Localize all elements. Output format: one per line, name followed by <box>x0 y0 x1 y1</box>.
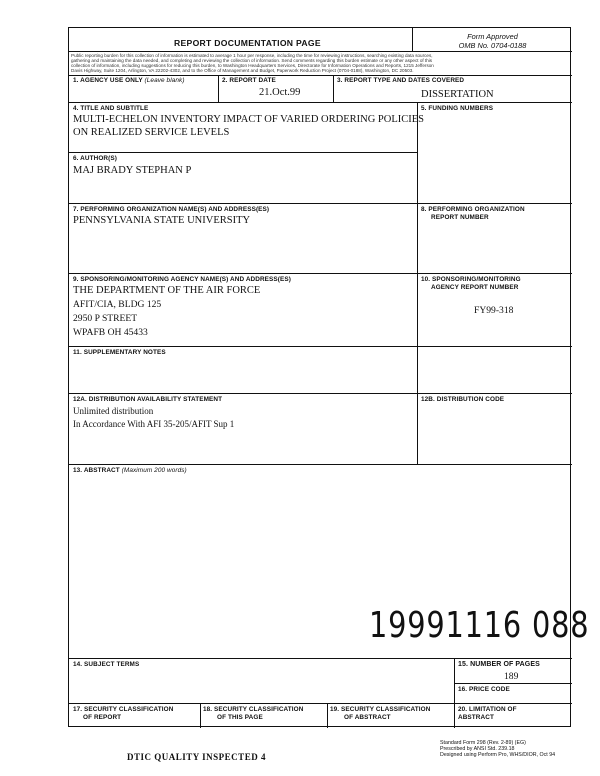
funding-numbers-label: 5. FUNDING NUMBERS <box>421 105 494 112</box>
distribution-line: In Accordance With AFI 35-205/AFIT Sup 1 <box>73 419 235 429</box>
report-documentation-form <box>68 27 590 727</box>
dtic-quality-stamp: DTIC QUALITY INSPECTED 4 <box>127 752 266 762</box>
limitation-label: 20. LIMITATION OF ABSTRACT <box>458 706 517 721</box>
number-of-pages-label: 15. NUMBER OF PAGES <box>458 661 540 668</box>
report-date-label: 2. REPORT DATE <box>222 77 276 84</box>
sponsoring-agency-line: AFIT/CIA, BLDG 125 <box>73 299 162 310</box>
standard-form-line: Standard Form 298 (Rev. 2-89) (EG) <box>440 740 526 746</box>
sponsoring-agency-line: WPAFB OH 45433 <box>73 327 148 338</box>
sponsoring-agency-line: 2950 P STREET <box>73 313 138 324</box>
sponsoring-agency-line: THE DEPARTMENT OF THE AIR FORCE <box>73 285 261 296</box>
prescribed-line: Prescribed by ANSI Std. 239.18 <box>440 745 515 752</box>
form-title: REPORT DOCUMENTATION PAGE <box>174 38 321 48</box>
form-approved <box>414 32 571 50</box>
standard-form-note <box>440 741 555 758</box>
title-subtitle-label: 4. TITLE AND SUBTITLE <box>73 105 149 112</box>
distribution-line: Unlimited distribution <box>73 406 154 416</box>
report-type-value: DISSERTATION <box>421 89 494 100</box>
distribution-statement-label: 12A. DISTRIBUTION AVAILABILITY STATEMENT <box>73 396 223 403</box>
price-code-label: 16. PRICE CODE <box>458 686 510 693</box>
burden-line: collection of information, including suggestions for reducing this burden, to Washington Headquarters Services, Directorate for Information Operations and Reports, 1215 Jefferson <box>71 63 434 69</box>
distribution-code-label: 12B. DISTRIBUTION CODE <box>421 396 505 403</box>
subject-terms-label: 14. SUBJECT TERMS <box>73 661 140 668</box>
performing-report-label: 8. PERFORMING ORGANIZATION REPORT NUMBER <box>421 206 525 221</box>
security-abstract-label: 19. SECURITY CLASSIFICATION OF ABSTRACT <box>330 706 431 721</box>
authors-value: MAJ BRADY STEPHAN P <box>73 165 192 176</box>
report-type-label: 3. REPORT TYPE AND DATES COVERED <box>337 77 465 84</box>
security-report-label: 17. SECURITY CLASSIFICATION OF REPORT <box>73 706 174 721</box>
designed-line: Designed using Perform Pro, WHS/DIOR, Oct 94 <box>440 751 556 758</box>
authors-label: 6. AUTHOR(S) <box>73 155 117 162</box>
burden-line: Davis Highway, Suite 1204, Arlington, VA 22202-4302, and to the Office of Management and Budget, Paperwork Reduction Project (0704-0188), Washington, DC 20503. <box>71 68 414 74</box>
sponsoring-report-value: FY99-318 <box>474 305 514 316</box>
burden-line: Public reporting burden for this collection of information is estimated to average 1 hour per response, including the time for reviewing instructions, searching existing data sources, <box>71 53 433 58</box>
report-date-value: 21.Oct.99 <box>259 87 301 98</box>
form-approved-label: Form Approved <box>467 32 518 41</box>
performing-org-value: PENNSYLVANIA STATE UNIVERSITY <box>73 215 251 226</box>
sponsoring-report-label: 10. SPONSORING/MONITORING AGENCY REPORT NUMBER <box>421 276 521 291</box>
supplementary-notes-label: 11. SUPPLEMENTARY NOTES <box>73 349 166 356</box>
number-of-pages-value: 189 <box>504 671 519 682</box>
sponsoring-agency-label: 9. SPONSORING/MONITORING AGENCY NAME(S) AND ADDRESS(ES) <box>73 276 291 283</box>
security-page-label: 18. SECURITY CLASSIFICATION OF THIS PAGE <box>203 706 304 721</box>
burden-statement <box>71 53 570 73</box>
omb-number: OMB No. 0704-0188 <box>458 41 527 50</box>
performing-org-label: 7. PERFORMING ORGANIZATION NAME(S) AND ADDRESS(ES) <box>73 206 270 213</box>
agency-use-label: 1. AGENCY USE ONLY (Leave blank) <box>73 77 185 84</box>
burden-line: gathering and maintaining the data needed, and completing and reviewing the collection of information. Send comments regarding this burden estimate or any other aspect of this <box>71 58 433 64</box>
title-line: MULTI-ECHELON INVENTORY IMPACT OF VARIED ORDERING POLICIES <box>73 114 424 125</box>
document-number-stamp: 19991116 088 <box>369 605 590 646</box>
title-line: ON REALIZED SERVICE LEVELS <box>73 127 230 138</box>
abstract-label: 13. ABSTRACT (Maximum 200 words) <box>73 467 187 474</box>
